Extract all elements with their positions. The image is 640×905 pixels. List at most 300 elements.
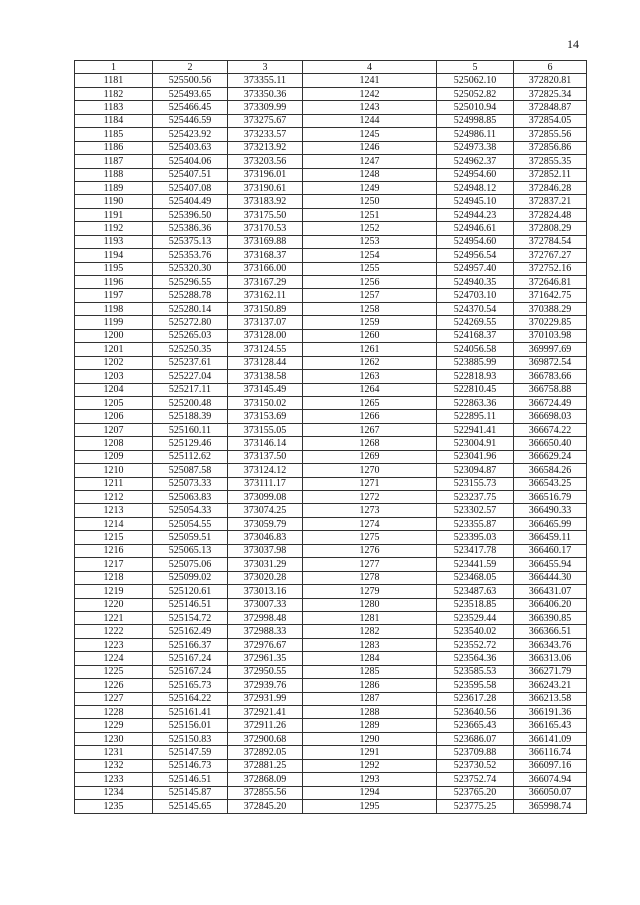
table-cell: 373355.11: [228, 74, 303, 87]
table-cell: 1199: [75, 316, 153, 329]
table-cell: 525112.62: [153, 450, 228, 463]
column-header: 2: [153, 61, 228, 74]
table-cell: 366406.20: [514, 598, 587, 611]
table-cell: 1205: [75, 396, 153, 409]
table-cell: 523595.58: [437, 679, 514, 692]
table-row: [75, 168, 587, 181]
table-cell: 1278: [303, 571, 437, 584]
column-header: 6: [514, 61, 587, 74]
table-cell: 1273: [303, 504, 437, 517]
table-row: [75, 800, 587, 813]
table-cell: 372855.56: [514, 128, 587, 141]
table-cell: 373166.00: [228, 262, 303, 275]
table-cell: 525052.82: [437, 87, 514, 100]
table-row: [75, 74, 587, 87]
table-cell: 525054.33: [153, 504, 228, 517]
table-cell: 1194: [75, 249, 153, 262]
table-cell: 525403.63: [153, 141, 228, 154]
table-cell: 1241: [303, 74, 437, 87]
table-row: [75, 773, 587, 786]
table-cell: 523686.07: [437, 732, 514, 745]
table-cell: 525386.36: [153, 222, 228, 235]
table-cell: 372998.48: [228, 611, 303, 624]
table-cell: 373162.11: [228, 289, 303, 302]
table-cell: 525065.13: [153, 544, 228, 557]
table-cell: 523487.63: [437, 585, 514, 598]
table-cell: 1196: [75, 276, 153, 289]
table-cell: 525147.59: [153, 746, 228, 759]
table-cell: 1262: [303, 356, 437, 369]
table-cell: 372911.26: [228, 719, 303, 732]
table-cell: 525062.10: [437, 74, 514, 87]
table-cell: 373124.12: [228, 464, 303, 477]
table-cell: 1289: [303, 719, 437, 732]
table-cell: 1198: [75, 302, 153, 315]
table-cell: 522895.11: [437, 410, 514, 423]
table-cell: 1190: [75, 195, 153, 208]
table-cell: 373169.88: [228, 235, 303, 248]
table-cell: 1183: [75, 101, 153, 114]
table-cell: 1232: [75, 759, 153, 772]
table-cell: 372846.28: [514, 181, 587, 194]
table-row: [75, 181, 587, 194]
table-cell: 523709.88: [437, 746, 514, 759]
table-cell: 1212: [75, 491, 153, 504]
table-cell: 525161.41: [153, 706, 228, 719]
table-cell: 525150.83: [153, 732, 228, 745]
table-cell: 372752.16: [514, 262, 587, 275]
table-cell: 1215: [75, 531, 153, 544]
table-cell: 1266: [303, 410, 437, 423]
table-cell: 1276: [303, 544, 437, 557]
table-cell: 525500.56: [153, 74, 228, 87]
table-cell: 372845.20: [228, 800, 303, 813]
table-cell: 524703.10: [437, 289, 514, 302]
table-cell: 523518.85: [437, 598, 514, 611]
table-cell: 372848.87: [514, 101, 587, 114]
table-cell: 525265.03: [153, 329, 228, 342]
table-cell: 373124.55: [228, 343, 303, 356]
table-cell: 523302.57: [437, 504, 514, 517]
table-cell: 1270: [303, 464, 437, 477]
table-cell: 523585.53: [437, 665, 514, 678]
column-header: 5: [437, 61, 514, 74]
table-cell: 373031.29: [228, 558, 303, 571]
table-cell: 1263: [303, 370, 437, 383]
table-row: [75, 370, 587, 383]
table-cell: 1247: [303, 155, 437, 168]
table-cell: 525059.51: [153, 531, 228, 544]
table-row: [75, 437, 587, 450]
table-cell: 1188: [75, 168, 153, 181]
table-row: [75, 316, 587, 329]
table-cell: 1217: [75, 558, 153, 571]
table-cell: 1235: [75, 800, 153, 813]
table-cell: 1261: [303, 343, 437, 356]
table-cell: 373168.37: [228, 249, 303, 262]
table-cell: 1201: [75, 343, 153, 356]
table-cell: 525075.06: [153, 558, 228, 571]
table-cell: 524954.60: [437, 235, 514, 248]
table-cell: 372767.27: [514, 249, 587, 262]
table-cell: 366460.17: [514, 544, 587, 557]
coordinates-table: [74, 60, 587, 814]
table-cell: 373190.61: [228, 181, 303, 194]
table-row: [75, 544, 587, 557]
table-cell: 1243: [303, 101, 437, 114]
table-row: [75, 195, 587, 208]
column-header: 4: [303, 61, 437, 74]
table-cell: 372837.21: [514, 195, 587, 208]
table-cell: 1186: [75, 141, 153, 154]
table-cell: 523617.28: [437, 692, 514, 705]
table-row: [75, 155, 587, 168]
table-cell: 1218: [75, 571, 153, 584]
table-cell: 366271.79: [514, 665, 587, 678]
table-cell: 1200: [75, 329, 153, 342]
table-cell: 373233.57: [228, 128, 303, 141]
table-cell: 525167.24: [153, 665, 228, 678]
table-cell: 366674.22: [514, 423, 587, 436]
table-body: [75, 74, 587, 813]
table-cell: 525280.14: [153, 302, 228, 315]
table-cell: 1257: [303, 289, 437, 302]
table-row: [75, 491, 587, 504]
table-cell: 525237.61: [153, 356, 228, 369]
table-cell: 524269.55: [437, 316, 514, 329]
table-cell: 370388.29: [514, 302, 587, 315]
table-cell: 373128.00: [228, 329, 303, 342]
table-cell: 524948.12: [437, 181, 514, 194]
table-row: [75, 302, 587, 315]
table-cell: 522810.45: [437, 383, 514, 396]
table-cell: 373146.14: [228, 437, 303, 450]
table-cell: 1259: [303, 316, 437, 329]
table-row: [75, 558, 587, 571]
table-cell: 1245: [303, 128, 437, 141]
table-cell: 524998.85: [437, 114, 514, 127]
table-cell: 1208: [75, 437, 153, 450]
table-cell: 523529.44: [437, 611, 514, 624]
table-cell: 372900.68: [228, 732, 303, 745]
table-cell: 525188.39: [153, 410, 228, 423]
table-cell: 523775.25: [437, 800, 514, 813]
table-cell: 524946.61: [437, 222, 514, 235]
table-cell: 372808.29: [514, 222, 587, 235]
table-cell: 1286: [303, 679, 437, 692]
table-row: [75, 531, 587, 544]
table-cell: 366459.11: [514, 531, 587, 544]
table-cell: 366698.03: [514, 410, 587, 423]
table-cell: 525120.61: [153, 585, 228, 598]
table-cell: 1280: [303, 598, 437, 611]
table-cell: 523540.02: [437, 625, 514, 638]
table-cell: 1293: [303, 773, 437, 786]
table-row: [75, 759, 587, 772]
table-cell: 372825.34: [514, 87, 587, 100]
table-row: [75, 571, 587, 584]
page-number: 14: [567, 37, 579, 51]
table-cell: 525146.51: [153, 598, 228, 611]
table-cell: 1264: [303, 383, 437, 396]
table-cell: 371642.75: [514, 289, 587, 302]
column-header: 1: [75, 61, 153, 74]
column-header: 3: [228, 61, 303, 74]
table-row: [75, 611, 587, 624]
table-cell: 373350.36: [228, 87, 303, 100]
table-cell: 522818.93: [437, 370, 514, 383]
table-cell: 524957.40: [437, 262, 514, 275]
table-row: [75, 719, 587, 732]
table-cell: 525396.50: [153, 208, 228, 221]
table-cell: 525407.08: [153, 181, 228, 194]
table-cell: 366543.25: [514, 477, 587, 490]
table-cell: 373170.53: [228, 222, 303, 235]
table-cell: 1226: [75, 679, 153, 692]
table-cell: 523395.03: [437, 531, 514, 544]
table-cell: 1265: [303, 396, 437, 409]
table-cell: 373013.16: [228, 585, 303, 598]
table-cell: 525167.24: [153, 652, 228, 665]
table-cell: 524056.58: [437, 343, 514, 356]
table-cell: 523564.36: [437, 652, 514, 665]
table-cell: 525073.33: [153, 477, 228, 490]
table-row: [75, 746, 587, 759]
table-cell: 1250: [303, 195, 437, 208]
table-cell: 523885.99: [437, 356, 514, 369]
table-cell: 524954.60: [437, 168, 514, 181]
table-cell: 1221: [75, 611, 153, 624]
table-cell: 1231: [75, 746, 153, 759]
table-cell: 372931.99: [228, 692, 303, 705]
table-cell: 1225: [75, 665, 153, 678]
table-cell: 372824.48: [514, 208, 587, 221]
table-cell: 372939.76: [228, 679, 303, 692]
table-cell: 1288: [303, 706, 437, 719]
table-cell: 523752.74: [437, 773, 514, 786]
table-cell: 1271: [303, 477, 437, 490]
table-header-row: [75, 61, 587, 74]
table-cell: 366650.40: [514, 437, 587, 450]
table-cell: 1185: [75, 128, 153, 141]
table-cell: 523468.05: [437, 571, 514, 584]
table-cell: 1290: [303, 732, 437, 745]
table-cell: 523155.73: [437, 477, 514, 490]
table-cell: 1202: [75, 356, 153, 369]
table-cell: 1287: [303, 692, 437, 705]
table-cell: 1254: [303, 249, 437, 262]
table-cell: 525446.59: [153, 114, 228, 127]
table-cell: 366465.99: [514, 517, 587, 530]
table-cell: 1214: [75, 517, 153, 530]
table-cell: 525296.55: [153, 276, 228, 289]
table-cell: 1285: [303, 665, 437, 678]
table-row: [75, 464, 587, 477]
table-cell: 1187: [75, 155, 153, 168]
table-row: [75, 786, 587, 799]
table-cell: 525010.94: [437, 101, 514, 114]
table-cell: 1251: [303, 208, 437, 221]
table-row: [75, 692, 587, 705]
table-row: [75, 329, 587, 342]
table-row: [75, 128, 587, 141]
table-cell: 525166.37: [153, 638, 228, 651]
table-cell: 525129.46: [153, 437, 228, 450]
table-cell: 372820.81: [514, 74, 587, 87]
table-row: [75, 356, 587, 369]
table-cell: 524370.54: [437, 302, 514, 315]
table-row: [75, 208, 587, 221]
table-cell: 1260: [303, 329, 437, 342]
table-cell: 373138.58: [228, 370, 303, 383]
table-cell: 525054.55: [153, 517, 228, 530]
table-cell: 525099.02: [153, 571, 228, 584]
table-cell: 524956.54: [437, 249, 514, 262]
table-cell: 523640.56: [437, 706, 514, 719]
table-cell: 366490.33: [514, 504, 587, 517]
table-row: [75, 477, 587, 490]
table-cell: 373074.25: [228, 504, 303, 517]
table-cell: 525145.65: [153, 800, 228, 813]
table-cell: 525165.73: [153, 679, 228, 692]
table-cell: 1216: [75, 544, 153, 557]
table-cell: 369997.69: [514, 343, 587, 356]
table-cell: 373153.69: [228, 410, 303, 423]
table-cell: 523355.87: [437, 517, 514, 530]
table-cell: 523765.20: [437, 786, 514, 799]
table-cell: 1222: [75, 625, 153, 638]
table-row: [75, 114, 587, 127]
table-cell: 1248: [303, 168, 437, 181]
table-cell: 1181: [75, 74, 153, 87]
table-cell: 1229: [75, 719, 153, 732]
table-cell: 366724.49: [514, 396, 587, 409]
table-cell: 1233: [75, 773, 153, 786]
table-cell: 1211: [75, 477, 153, 490]
table-cell: 373020.28: [228, 571, 303, 584]
table-cell: 1252: [303, 222, 437, 235]
table-cell: 1258: [303, 302, 437, 315]
table-cell: 370229.85: [514, 316, 587, 329]
table-cell: 373137.07: [228, 316, 303, 329]
table-cell: 366444.30: [514, 571, 587, 584]
table-cell: 1210: [75, 464, 153, 477]
table-cell: 372950.55: [228, 665, 303, 678]
table-cell: 1242: [303, 87, 437, 100]
table-cell: 1253: [303, 235, 437, 248]
table-cell: 373059.79: [228, 517, 303, 530]
table-cell: 366516.79: [514, 491, 587, 504]
table-cell: 523665.43: [437, 719, 514, 732]
table-cell: 366213.58: [514, 692, 587, 705]
table-cell: 366584.26: [514, 464, 587, 477]
table-cell: 373007.33: [228, 598, 303, 611]
table-cell: 525146.73: [153, 759, 228, 772]
table-cell: 525466.45: [153, 101, 228, 114]
table-cell: 1193: [75, 235, 153, 248]
table-cell: 524986.11: [437, 128, 514, 141]
table-cell: 1203: [75, 370, 153, 383]
table-cell: 1182: [75, 87, 153, 100]
table-cell: 373167.29: [228, 276, 303, 289]
table-cell: 525154.72: [153, 611, 228, 624]
table-cell: 1292: [303, 759, 437, 772]
table-row: [75, 276, 587, 289]
table-cell: 372976.67: [228, 638, 303, 651]
table-cell: 373150.89: [228, 302, 303, 315]
table-cell: 372856.86: [514, 141, 587, 154]
table-cell: 525156.01: [153, 719, 228, 732]
table-row: [75, 517, 587, 530]
table-cell: 525375.13: [153, 235, 228, 248]
table-cell: 373046.83: [228, 531, 303, 544]
table-cell: 373183.92: [228, 195, 303, 208]
table-cell: 373175.50: [228, 208, 303, 221]
table-cell: 1191: [75, 208, 153, 221]
table-cell: 365998.74: [514, 800, 587, 813]
table-cell: 366366.51: [514, 625, 587, 638]
table-cell: 366390.85: [514, 611, 587, 624]
table-cell: 1197: [75, 289, 153, 302]
table-cell: 1267: [303, 423, 437, 436]
table-cell: 525162.49: [153, 625, 228, 638]
table-cell: 372921.41: [228, 706, 303, 719]
table-cell: 372855.56: [228, 786, 303, 799]
table-cell: 1275: [303, 531, 437, 544]
table-row: [75, 141, 587, 154]
table-cell: 1284: [303, 652, 437, 665]
table-cell: 370103.98: [514, 329, 587, 342]
table-row: [75, 625, 587, 638]
table-cell: 1224: [75, 652, 153, 665]
table-cell: 1256: [303, 276, 437, 289]
table-cell: 524962.37: [437, 155, 514, 168]
table-cell: 366431.07: [514, 585, 587, 598]
table-cell: 372868.09: [228, 773, 303, 786]
table-row: [75, 652, 587, 665]
table-row: [75, 665, 587, 678]
table-cell: 1192: [75, 222, 153, 235]
table-cell: 525160.11: [153, 423, 228, 436]
table-cell: 372784.54: [514, 235, 587, 248]
table-cell: 373196.01: [228, 168, 303, 181]
table-cell: 1274: [303, 517, 437, 530]
table-row: [75, 343, 587, 356]
table-cell: 524940.35: [437, 276, 514, 289]
table-row: [75, 87, 587, 100]
table-cell: 525407.51: [153, 168, 228, 181]
table-cell: 372961.35: [228, 652, 303, 665]
table-cell: 1207: [75, 423, 153, 436]
table-cell: 523004.91: [437, 437, 514, 450]
table-cell: 1230: [75, 732, 153, 745]
table-cell: 372892.05: [228, 746, 303, 759]
table-cell: 373137.50: [228, 450, 303, 463]
table-cell: 1295: [303, 800, 437, 813]
table-cell: 373203.56: [228, 155, 303, 168]
table-cell: 1223: [75, 638, 153, 651]
table-cell: 523552.72: [437, 638, 514, 651]
table-cell: 372852.11: [514, 168, 587, 181]
table-cell: 1282: [303, 625, 437, 638]
table-cell: 373213.92: [228, 141, 303, 154]
table-cell: 366629.24: [514, 450, 587, 463]
table-cell: 372988.33: [228, 625, 303, 638]
table-cell: 524168.37: [437, 329, 514, 342]
table-row: [75, 732, 587, 745]
table-cell: 366050.07: [514, 786, 587, 799]
table-cell: 525353.76: [153, 249, 228, 262]
